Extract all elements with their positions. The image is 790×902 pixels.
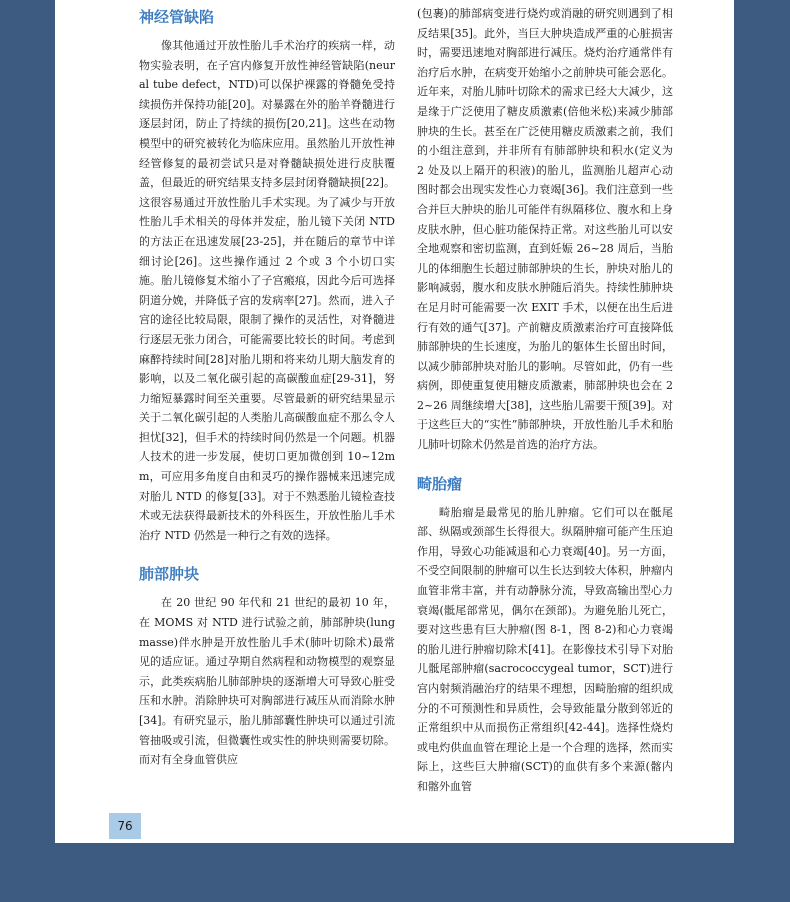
section-title-lung-mass: 肺部肿块 [139,565,200,584]
section-title-neural-tube-defect: 神经管缺陷 [139,8,215,26]
paragraph-lung-mass: 在 20 世纪 90 年代和 21 世纪的最初 10 年，在 MOMS 对 NTD 进行试验之前，肺部肿块(lung masse)伴水肿是开放性胎儿手术(肺叶切除术)最常见的适应证。通过孕期自然病程和动物模型的观察显示，此类疾病胎儿肺部肿块的逐渐增大可导致心脏受压和水肿。消除肿块可对胸部进行减压从而消除水肿[34]。有研究显示，胎儿肺部囊性肿块可以通过引流管抽吸或引流，但微囊性或实性的肿块则需要切除。而对有全身血管供应 [139,596,395,767]
paragraph-lung-mass-continued: (包裹)的肺部病变进行烧灼或消融的研究则遇到了相反结果[35]。此外，当巨大肿块造成严重的心脏损害时，需要迅速地对胸部进行减压。烧灼治疗通常伴有治疗后水肿，在病变开始缩小之前肿块可能会恶化。近年来，对胎儿肺叶切除术的需求已经大大减少，这是缘于广泛使用了糖皮质激素(倍他米松)来减少肺部肿块的生长。甚至在广泛使用糖皮质激素之前，我们的小组注意到，并非所有有肺部肿块和积水(定义为 2 处及以上隔开的积液)的胎儿，监测胎儿超声心动图时都会出现实发性心力衰竭[36]。我们注意到一些合并巨大肿块的胎儿可能伴有纵隔移位、腹水和上身皮肤水肿，但心脏功能保持正常。对这些胎儿可以安全地观察和密切监测，直到妊娠 26~28 周后，当胎儿的体细胞生长超过肺部肿块的生长，肿块对胎儿的影响减弱，腹水和皮肤水肿随后消失。持续性肺肿块在足月时可能需要一次 EXIT 手术，以便在出生后进行有效的通气[37]。产前糖皮质激素治疗可直接降低肺部肿块的生长速度，为胎儿的躯体生长留出时间，以减少肺部肿块对胎儿的影响。尽管如此，仍有一些病例，即使重复使用糖皮质激素，肺部肿块也会在 22~26 周继续增大[38]，这些胎儿需要干预[39]。对于这些巨大的“实性”肺部肿块，开放性胎儿手术和胎儿肺叶切除术仍然是首选的治疗方法。 [417,7,673,452]
paragraph-teratoma: 畸胎瘤是最常见的胎儿肿瘤。它们可以在骶尾部、纵隔或颈部生长得很大。纵隔肿瘤可能产生压迫作用，导致心功能减退和心力衰竭[40]。另一方面，不受空间限制的肿瘤可以生长达到较大体积，肿瘤内血管非常丰富，并有动静脉分流，导致高输出型心力衰竭(骶尾部常见，偶尔在颈部)。为避免胎儿死亡，要对这些患有巨大肿瘤(图 8-1，图 8-2)和心力衰竭的胎儿进行肿瘤切除术[41]。在影像技术引导下对胎儿骶尾部肿瘤(sacrococcygeal tumor，SCT)进行宫内射频消融治疗的结果不理想，因畸胎瘤的组织成分的不可预测性和异质性，会导致能量分散到邻近的正常组织中从而损伤正常组织[42-44]。选择性烧灼或电灼供血血管在理论上是一个合理的选择，然而实际上，这些巨大肿瘤(SCT)的血供有多个来源(髂内和髂外血管 [417,505,673,793]
left-column [139,4,395,770]
right-column [417,4,673,797]
page-number: 76 [109,813,141,839]
paragraph-neural-tube-defect: 像其他通过开放性胎儿手术治疗的疾病一样，动物实验表明，在子宫内修复开放性神经管缺陷(neural tube defect，NTD)可以保护裸露的脊髓免受持续损伤并保持功能[20]。对暴露在外的胎羊脊髓进行逐层封闭，防止了持续的损伤[20,21]。这些在动物模型中的研究被转化为临床应用。虽然胎儿开放性神经管修复的最初尝试只是对脊髓缺损处进行皮肤覆盖，但最近的研究结果支持多层封闭脊髓缺损[22]。这很容易通过开放性胎儿手术实现。为了减少与开放性胎儿手术相关的母体并发症，胎儿镜下关闭 NTD 的方法正在迅速发展[23-25]，并在随后的章节中详细讨论[26]。这些操作通过 2 个或 3 个小切口实施。胎儿镜修复术缩小了子宫瘢痕，因此今后可选择阴道分娩，并降低子宫的发病率[27]。然而，进入子宫的途径比较局限，限制了操作的灵活性，对脊髓进行逐层无张力闭合，可能需要比较长的时间。考虑到麻醉持续时间[28]对胎儿期和将来幼儿期大脑发育的影响，以及二氧化碳引起的高碳酸血症[29-31]，努力缩短暴露时间至关重要。尽管最新的研究结果显示关于二氧化碳引起的人类胎儿高碳酸血症不那么令人担忧[32]，但手术的持续时间仍然是一个问题。机器人技术的进一步发展，使切口更加微创到 10~12mm，可应用多角度自由和灵巧的操作器械来迅速完成对胎儿 NTD 的修复[33]。对于不熟悉胎儿镜检查技术或无法获得最新技术的外科医生，开放性胎儿手术治疗 NTD 仍然是一种行之有效的选择。 [139,39,395,542]
book-page [55,0,734,843]
section-title-teratoma: 畸胎瘤 [417,474,463,493]
